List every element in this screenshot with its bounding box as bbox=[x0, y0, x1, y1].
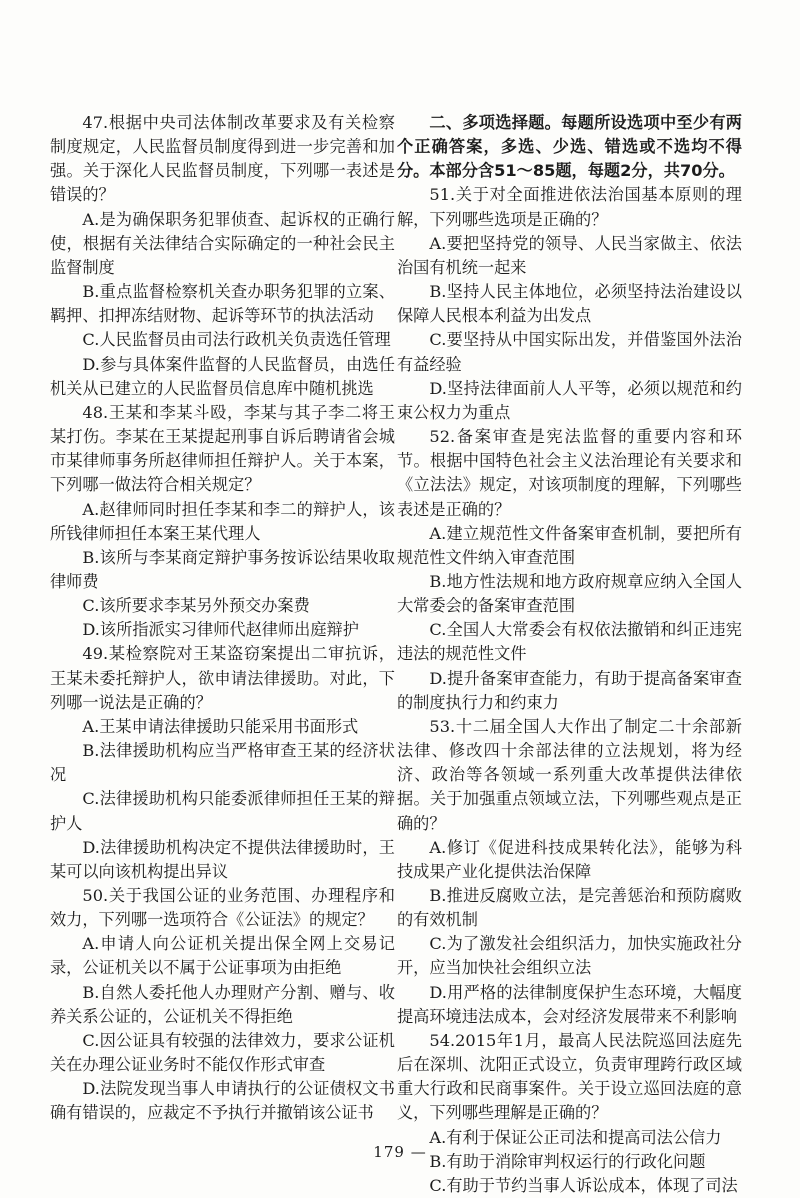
answer-option: C.法律援助机构只能委派律师担任王某的辩护人 bbox=[50, 789, 395, 833]
question-stem: 54.2015年1月，最高人民法院巡回法庭先后在深圳、沈阳正式设立，负责审理跨行政区域重大行政和民商事案件。关于设立巡回法庭的意义，下列哪些理解是正确的？ bbox=[397, 1030, 742, 1123]
question-stem: 50.关于我国公证的业务范围、办理程序和效力，下列哪一选项符合《公证法》的规定？ bbox=[50, 886, 395, 930]
question-stem: 52.备案审查是宪法监督的重要内容和环节。根据中国特色社会主义法治理论有关要求和《立法法》规定，对该项制度的理解，下列哪些表述是正确的？ bbox=[397, 427, 742, 519]
answer-option: D.坚持法律面前人人平等，必须以规范和约束公权力为重点 bbox=[397, 378, 742, 422]
left-column bbox=[50, 111, 395, 1126]
answer-option: A.修订《促进科技成果转化法》，能够为科技成果产业化提供法治保障 bbox=[397, 837, 742, 881]
answer-option: C.要坚持从中国实际出发，并借鉴国外法治有益经验 bbox=[397, 330, 742, 374]
right-column bbox=[397, 111, 742, 1198]
answer-option: D.法院发现当事人申请执行的公证债权文书确有错误的，应裁定不予执行并撤销该公证书 bbox=[50, 1079, 395, 1123]
section-heading: 二、多项选择题。每题所设选项中至少有两个正确答案，多选、少选、错选或不选均不得分。本部分含51～85题，每题2分，共70分。 bbox=[397, 113, 742, 181]
answer-option: B.自然人委托他人办理财产分割、赠与、收养关系公证的，公证机关不得拒绝 bbox=[50, 982, 395, 1026]
answer-option: C.因公证具有较强的法律效力，要求公证机关在办理公证业务时不能仅作形式审查 bbox=[50, 1030, 395, 1075]
answer-option: D.参与具体案件监督的人民监督员，由选任机关从已建立的人民监督员信息库中随机挑选 bbox=[50, 354, 395, 398]
answer-option: B.该所与李某商定辩护事务按诉讼结果收取律师费 bbox=[50, 547, 395, 591]
answer-option: B.坚持人民主体地位，必须坚持法治建设以保障人民根本利益为出发点 bbox=[397, 282, 742, 326]
answer-option: C.有助于节约当事人诉讼成本，体现了司法 bbox=[429, 1175, 738, 1195]
answer-option: B.重点监督检察机关查办职务犯罪的立案、羁押、扣押冻结财物、起诉等环节的执法活动 bbox=[50, 282, 395, 326]
page-number: 179 — bbox=[373, 1143, 427, 1161]
answer-option: B.推进反腐败立法，是完善惩治和预防腐败的有效机制 bbox=[397, 886, 742, 930]
answer-option: A.要把坚持党的领导、人民当家做主、依法治国有机统一起来 bbox=[397, 233, 742, 277]
answer-option: A.是为确保职务犯罪侦查、起诉权的正确行使，根据有关法律结合实际确定的一种社会民主监督制度 bbox=[50, 209, 395, 277]
answer-option: A.建立规范性文件备案审查机制，要把所有规范性文件纳入审查范围 bbox=[397, 523, 742, 567]
answer-option: A.申请人向公证机关提出保全网上交易记录，公证机关以不属于公证事项为由拒绝 bbox=[50, 934, 395, 978]
answer-option: A.有利于保证公正司法和提高司法公信力 bbox=[429, 1127, 722, 1147]
question-stem: 47.根据中央司法体制改革要求及有关检察制度规定，人民监督员制度得到进一步完善和加强。关于深化人民监督员制度，下列哪一表述是错误的？ bbox=[50, 113, 395, 205]
answer-option: C.人民监督员由司法行政机关负责选任管理 bbox=[82, 330, 391, 350]
answer-option: B.地方性法规和地方政府规章应纳入全国人大常委会的备案审查范围 bbox=[397, 571, 742, 616]
answer-option: A.王某申请法律援助只能采用书面形式 bbox=[82, 716, 359, 736]
answer-option: C.该所要求李某另外预交办案费 bbox=[82, 596, 310, 616]
question-stem: 53.十二届全国人大作出了制定二十余部新法律、修改四十余部法律的立法规划，将为经济、政治等各领域一系列重大改革提供法律依据。关于加强重点领域立法，下列哪些观点是正确的？ bbox=[397, 716, 742, 833]
answer-option: B.有助于消除审判权运行的行政化问题 bbox=[429, 1151, 706, 1171]
answer-option: D.提升备案审查能力，有助于提高备案审查的制度执行力和约束力 bbox=[397, 668, 742, 712]
question-stem: 51.关于对全面推进依法治国基本原则的理解，下列哪些选项是正确的？ bbox=[397, 185, 742, 229]
answer-option: D.该所指派实习律师代赵律师出庭辩护 bbox=[82, 620, 359, 640]
answer-option: A.赵律师同时担任李某和李二的辩护人，该所钱律师担任本案王某代理人 bbox=[50, 499, 395, 543]
question-stem: 49.某检察院对王某盗窃案提出二审抗诉，王某未委托辩护人，欲申请法律援助。对此，下列哪一说法是正确的？ bbox=[50, 644, 395, 712]
answer-option: C.为了激发社会组织活力，加快实施政社分开，应当加快社会组织立法 bbox=[397, 934, 742, 978]
answer-option: B.法律援助机构应当严格审查王某的经济状况 bbox=[50, 741, 395, 785]
answer-option: D.用严格的法律制度保护生态环境，大幅度提高环境违法成本，会对经济发展带来不利影响 bbox=[397, 982, 742, 1026]
answer-option: D.法律援助机构决定不提供法律援助时，王某可以向该机构提出异议 bbox=[50, 837, 395, 881]
question-stem: 48.王某和李某斗殴，李某与其子李二将王某打伤。李某在王某提起刑事自诉后聘请省会城市某律师事务所赵律师担任辩护人。关于本案，下列哪一做法符合相关规定？ bbox=[50, 402, 395, 495]
answer-option: C.全国人大常委会有权依法撤销和纠正违宪违法的规范性文件 bbox=[397, 620, 742, 664]
